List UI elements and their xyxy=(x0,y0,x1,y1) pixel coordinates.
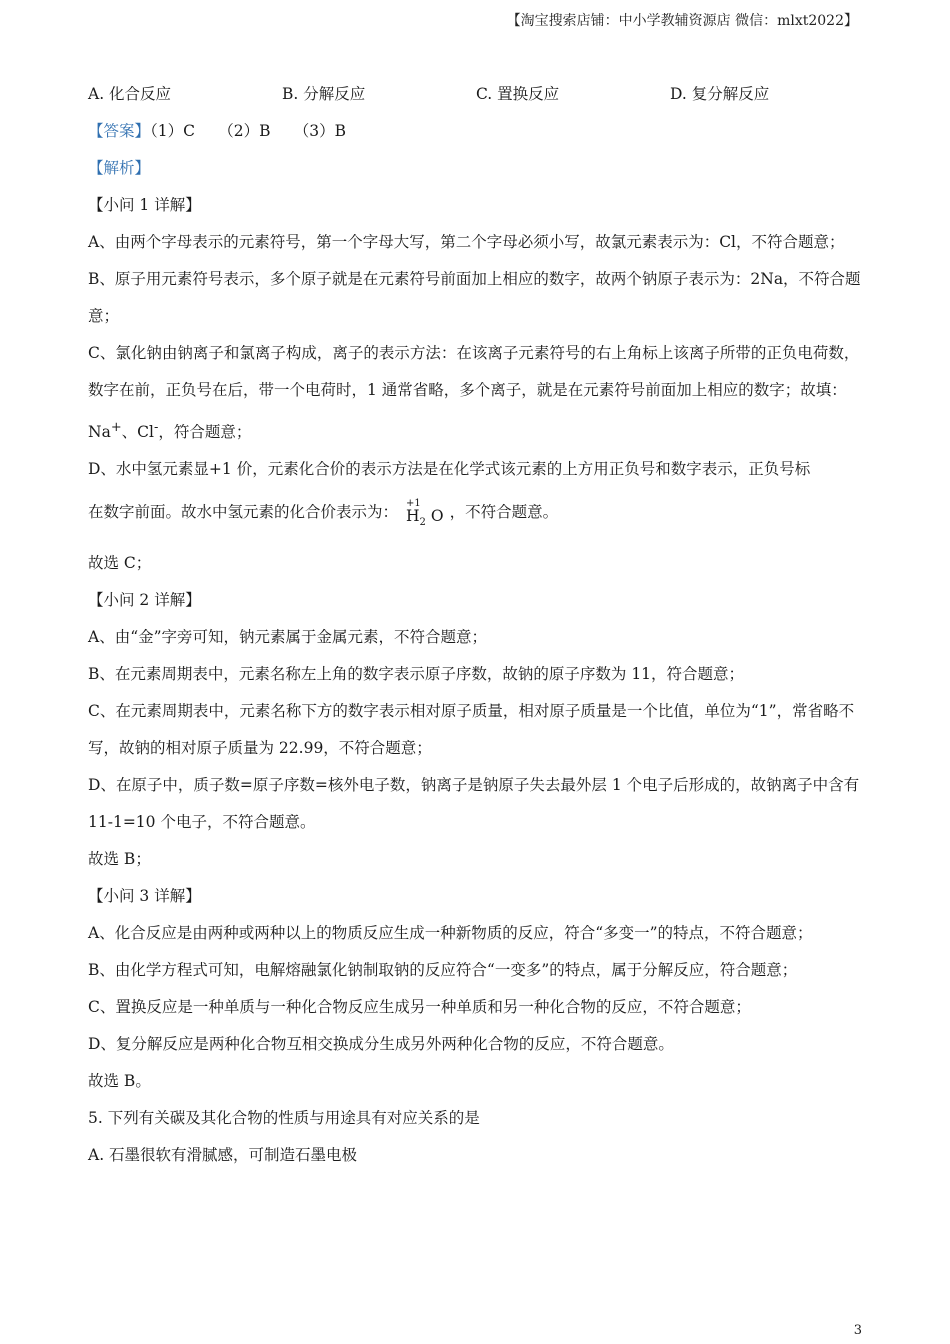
q1-option-b: B、原子用元素符号表示，多个原子就是在元素符号前面加上相应的数字，故两个钠原子表示为：2Na，不符合题意； xyxy=(88,270,861,325)
sodium-ion-symbol: Na xyxy=(88,423,111,442)
valence-mark: +1 xyxy=(406,498,421,510)
sodium-ion-charge: + xyxy=(110,420,122,435)
q3-heading: 【小问 3 详解】 xyxy=(88,887,201,906)
q2-heading: 【小问 2 详解】 xyxy=(88,591,201,610)
option-c: C. 置换反应 xyxy=(476,85,560,103)
q2-option-a: A、由“金”字旁可知，钠元素属于金属元素，不符合题意； xyxy=(88,628,488,647)
q1-c-text: C、氯化钠由钠离子和氯离子构成，离子的表示方法：在该离子元素符号的右上角标上该离子所带的正负电荷数，数字在前，正负号在后，带一个电荷时，1 通常省略，多个离子，就是在元素符号前面加上相应的数字；故填： xyxy=(88,344,860,399)
q2-option-b: B、在元素周期表中，元素名称左上角的数字表示原子序数，故钠的原子序数为 11，符合题意； xyxy=(88,665,745,684)
q2-option-c: C、在元素周期表中，元素名称下方的数字表示相对原子质量，相对原子质量是一个比值，单位为“1”，常省略不写，故钠的相对原子质量为 22.99，不符合题意； xyxy=(88,702,855,758)
formula-hydrogen: H xyxy=(406,507,420,526)
q3-option-c: C、置换反应是一种单质与一种化合物反应生成另一种单质和另一种化合物的反应，不符合题意； xyxy=(88,998,751,1017)
ion-separator: 、 xyxy=(121,423,138,442)
chloride-ion-symbol: Cl xyxy=(137,423,154,442)
q1-c-tail: ，符合题意； xyxy=(158,423,252,442)
q1-option-c xyxy=(88,335,868,451)
q1-d-tail: ，不符合题意。 xyxy=(449,503,559,522)
answer-text: （1）C （2）B （3）B xyxy=(150,122,346,140)
q1-heading: 【小问 1 详解】 xyxy=(88,196,201,214)
q3-option-d: D、复分解反应是两种化合物互相交换成分生成另外两种化合物的反应，不符合题意。 xyxy=(88,1035,674,1054)
q1-option-d-line1: D、水中氢元素显+1 价，元素化合价的表示方法是在化学式该元素的上方用正负号和数字表示，正负号标 xyxy=(88,460,811,479)
answer-label: 【答案】 xyxy=(88,122,151,140)
option-d: D. 复分解反应 xyxy=(670,85,770,103)
formula-oxygen: O xyxy=(425,507,444,526)
water-valence-formula xyxy=(406,494,444,545)
q1-option-a: A、由两个字母表示的元素符号，第一个字母大写，第二个字母必须小写，故氯元素表示为：Cl，不符合题意； xyxy=(88,233,845,251)
q1-d-text: 在数字前面。故水中氢元素的化合价表示为： xyxy=(88,503,399,522)
answer-line xyxy=(88,113,868,150)
q1-option-d-line2 xyxy=(88,490,868,545)
q5-option-a: A. 石墨很软有滑腻感，可制造石墨电极 xyxy=(88,1146,358,1165)
page-number: 3 xyxy=(853,1323,862,1338)
q1-conclusion: 故选 C； xyxy=(88,554,152,573)
analysis-label: 【解析】 xyxy=(88,159,151,177)
option-b: B. 分解反应 xyxy=(282,85,366,103)
chloride-ion-charge: - xyxy=(153,420,159,435)
q5-stem: 5. 下列有关碳及其化合物的性质与用途具有对应关系的是 xyxy=(88,1109,480,1128)
option-a: A. 化合反应 xyxy=(88,85,172,103)
document-body xyxy=(88,76,868,1174)
q2-conclusion: 故选 B； xyxy=(88,850,151,869)
q2-option-d: D、在原子中，质子数=原子序数=核外电子数，钠离子是钠原子失去最外层 1 个电子后形成的，故钠离子中含有 11-1=10 个电子，不符合题意。 xyxy=(88,776,860,832)
q3-conclusion: 故选 B。 xyxy=(88,1072,151,1091)
formula-subscript: 2 xyxy=(419,517,426,529)
q3-option-b: B、由化学方程式可知，电解熔融氯化钠制取钠的反应符合“一变多”的特点，属于分解反应，符合题意； xyxy=(88,961,798,980)
question-options xyxy=(88,76,868,113)
page-header: 【淘宝搜索店铺：中小学教辅资源店 微信：mlxt2022】 xyxy=(506,13,858,29)
q3-option-a: A、化合反应是由两种或两种以上的物质反应生成一种新物质的反应，符合“多变一”的特点，不符合题意； xyxy=(88,924,813,943)
